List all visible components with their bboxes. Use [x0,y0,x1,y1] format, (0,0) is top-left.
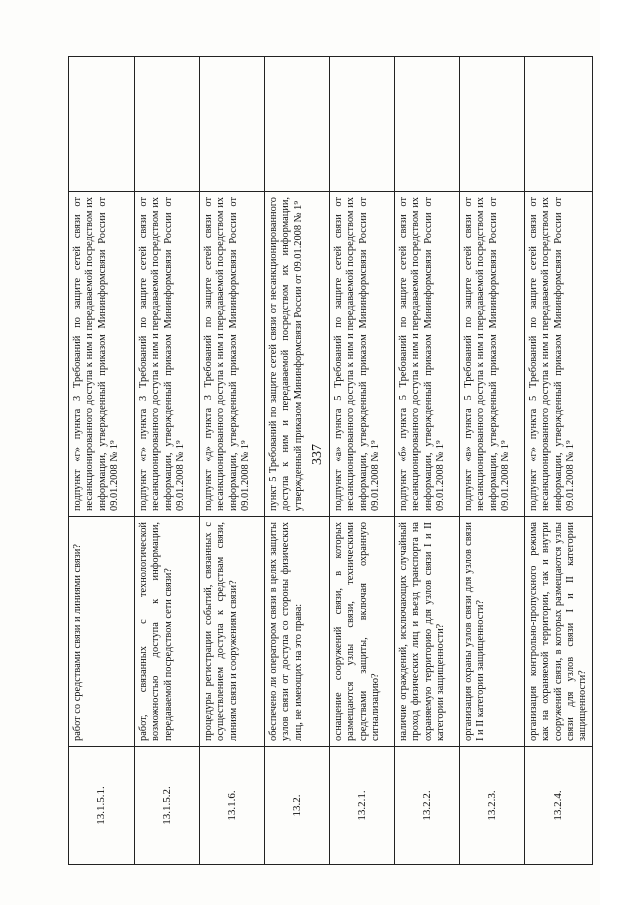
row-number: 13.2.2. [395,747,460,865]
row-number: 13.1.5.2. [135,747,200,865]
notes-cell [200,57,265,192]
row-number: 13.1.5.1. [69,747,135,865]
row-number: 13.2.1. [330,747,395,865]
table-row [69,57,135,865]
legal-reference: пункт 5 Требований по защите сетей связи от несанкционированного доступа к ним и передаваемой посредством их информации, утвержденный приказом Мининформсвязи России от 09.01.2008 № 1⁹ [265,192,330,517]
table-row [395,57,460,865]
requirement-text: обеспечено ли оператором связи в целях защиты узлов связи от доступа со стороны физических лиц, не имеющих на это права: [265,517,330,747]
page-edge [600,0,640,905]
notes-cell [330,57,395,192]
notes-cell [69,57,135,192]
legal-reference: подпункт «г» пункта 3 Требований по защите сетей связи от несанкционированного доступа к ним и передаваемой посредством их информации, утвержденный приказом Мининформсвязи России от 09.01.2008 № 1⁹ [135,192,200,517]
legal-reference: подпункт «в» пункта 5 Требований по защите сетей связи от несанкционированного доступа к ним и передаваемой посредством их информации, утвержденный приказом Мининформсвязи России от 09.01.2008 № 1⁹ [460,192,525,517]
legal-reference: подпункт «д» пункта 3 Требований по защите сетей связи от несанкционированного доступа к ним и передаваемой посредством их информации, утвержденный приказом Мининформсвязи России от 09.01.2008 № 1⁹ [200,192,265,517]
table-row [200,57,265,865]
table-row [525,57,593,865]
row-number: 13.2. [265,747,330,865]
table-row [330,57,395,865]
legal-reference: подпункт «г» пункта 3 Требований по защите сетей связи от несанкционированного доступа к ним и передаваемой посредством их информации, утвержденный приказом Мининформсвязи России от 09.01.2008 № 1⁹ [69,192,135,517]
legal-reference: подпункт «а» пункта 5 Требований по защите сетей связи от несанкционированного доступа к ним и передаваемой посредством их информации, утвержденный приказом Мининформсвязи России от 09.01.2008 № 1⁹ [330,192,395,517]
table-row [265,57,330,865]
requirement-text: процедуры регистрации событий, связанных с осуществлением доступа к средствам связи, линиям связи и сооружениям связи? [200,517,265,747]
row-number: 13.2.3. [460,747,525,865]
notes-cell [265,57,330,192]
requirements-table [68,56,593,865]
requirement-text: наличие ограждений, исключающих случайный проход физических лиц и въезд транспорта на охраняемую территорию для узлов связи I и II категории защищенности? [395,517,460,747]
requirement-text: оснащение сооружений связи, в которых размещаются узлы связи, техническими средствами защиты, включая охранную сигнализацию? [330,517,395,747]
table-row [460,57,525,865]
legal-reference: подпункт «б» пункта 5 Требований по защите сетей связи от несанкционированного доступа к ним и передаваемой посредством их информации, утвержденный приказом Мининформсвязи России от 09.01.2008 № 1⁹ [395,192,460,517]
notes-cell [525,57,593,192]
notes-cell [395,57,460,192]
requirement-text: работ со средствами связи и линиями связи? [69,517,135,747]
rotated-table-area [68,57,589,865]
requirement-text: работ, связанных с технологической возможностью доступа к информации, передаваемой посредством сети связи? [135,517,200,747]
table-row [135,57,200,865]
legal-reference: подпункт «г» пункта 5 Требований по защите сетей связи от несанкционированного доступа к ним и передаваемой посредством их информации, утвержденный приказом Мининформсвязи России от 09.01.2008 № 1⁹ [525,192,593,517]
requirement-text: организация контрольно-пропускного режима как на охраняемой территории, так и внутри сооружений связи, в которых размещаются узлы связи для узлов связи I и II категории защищенности? [525,517,593,747]
requirement-text: организация охраны узлов связи для узлов связи I и II категории защищенности? [460,517,525,747]
rotated-table-container [68,57,589,865]
page-number: 337 [310,444,325,465]
notes-cell [135,57,200,192]
row-number: 13.1.6. [200,747,265,865]
notes-cell [460,57,525,192]
row-number: 13.2.4. [525,747,593,865]
